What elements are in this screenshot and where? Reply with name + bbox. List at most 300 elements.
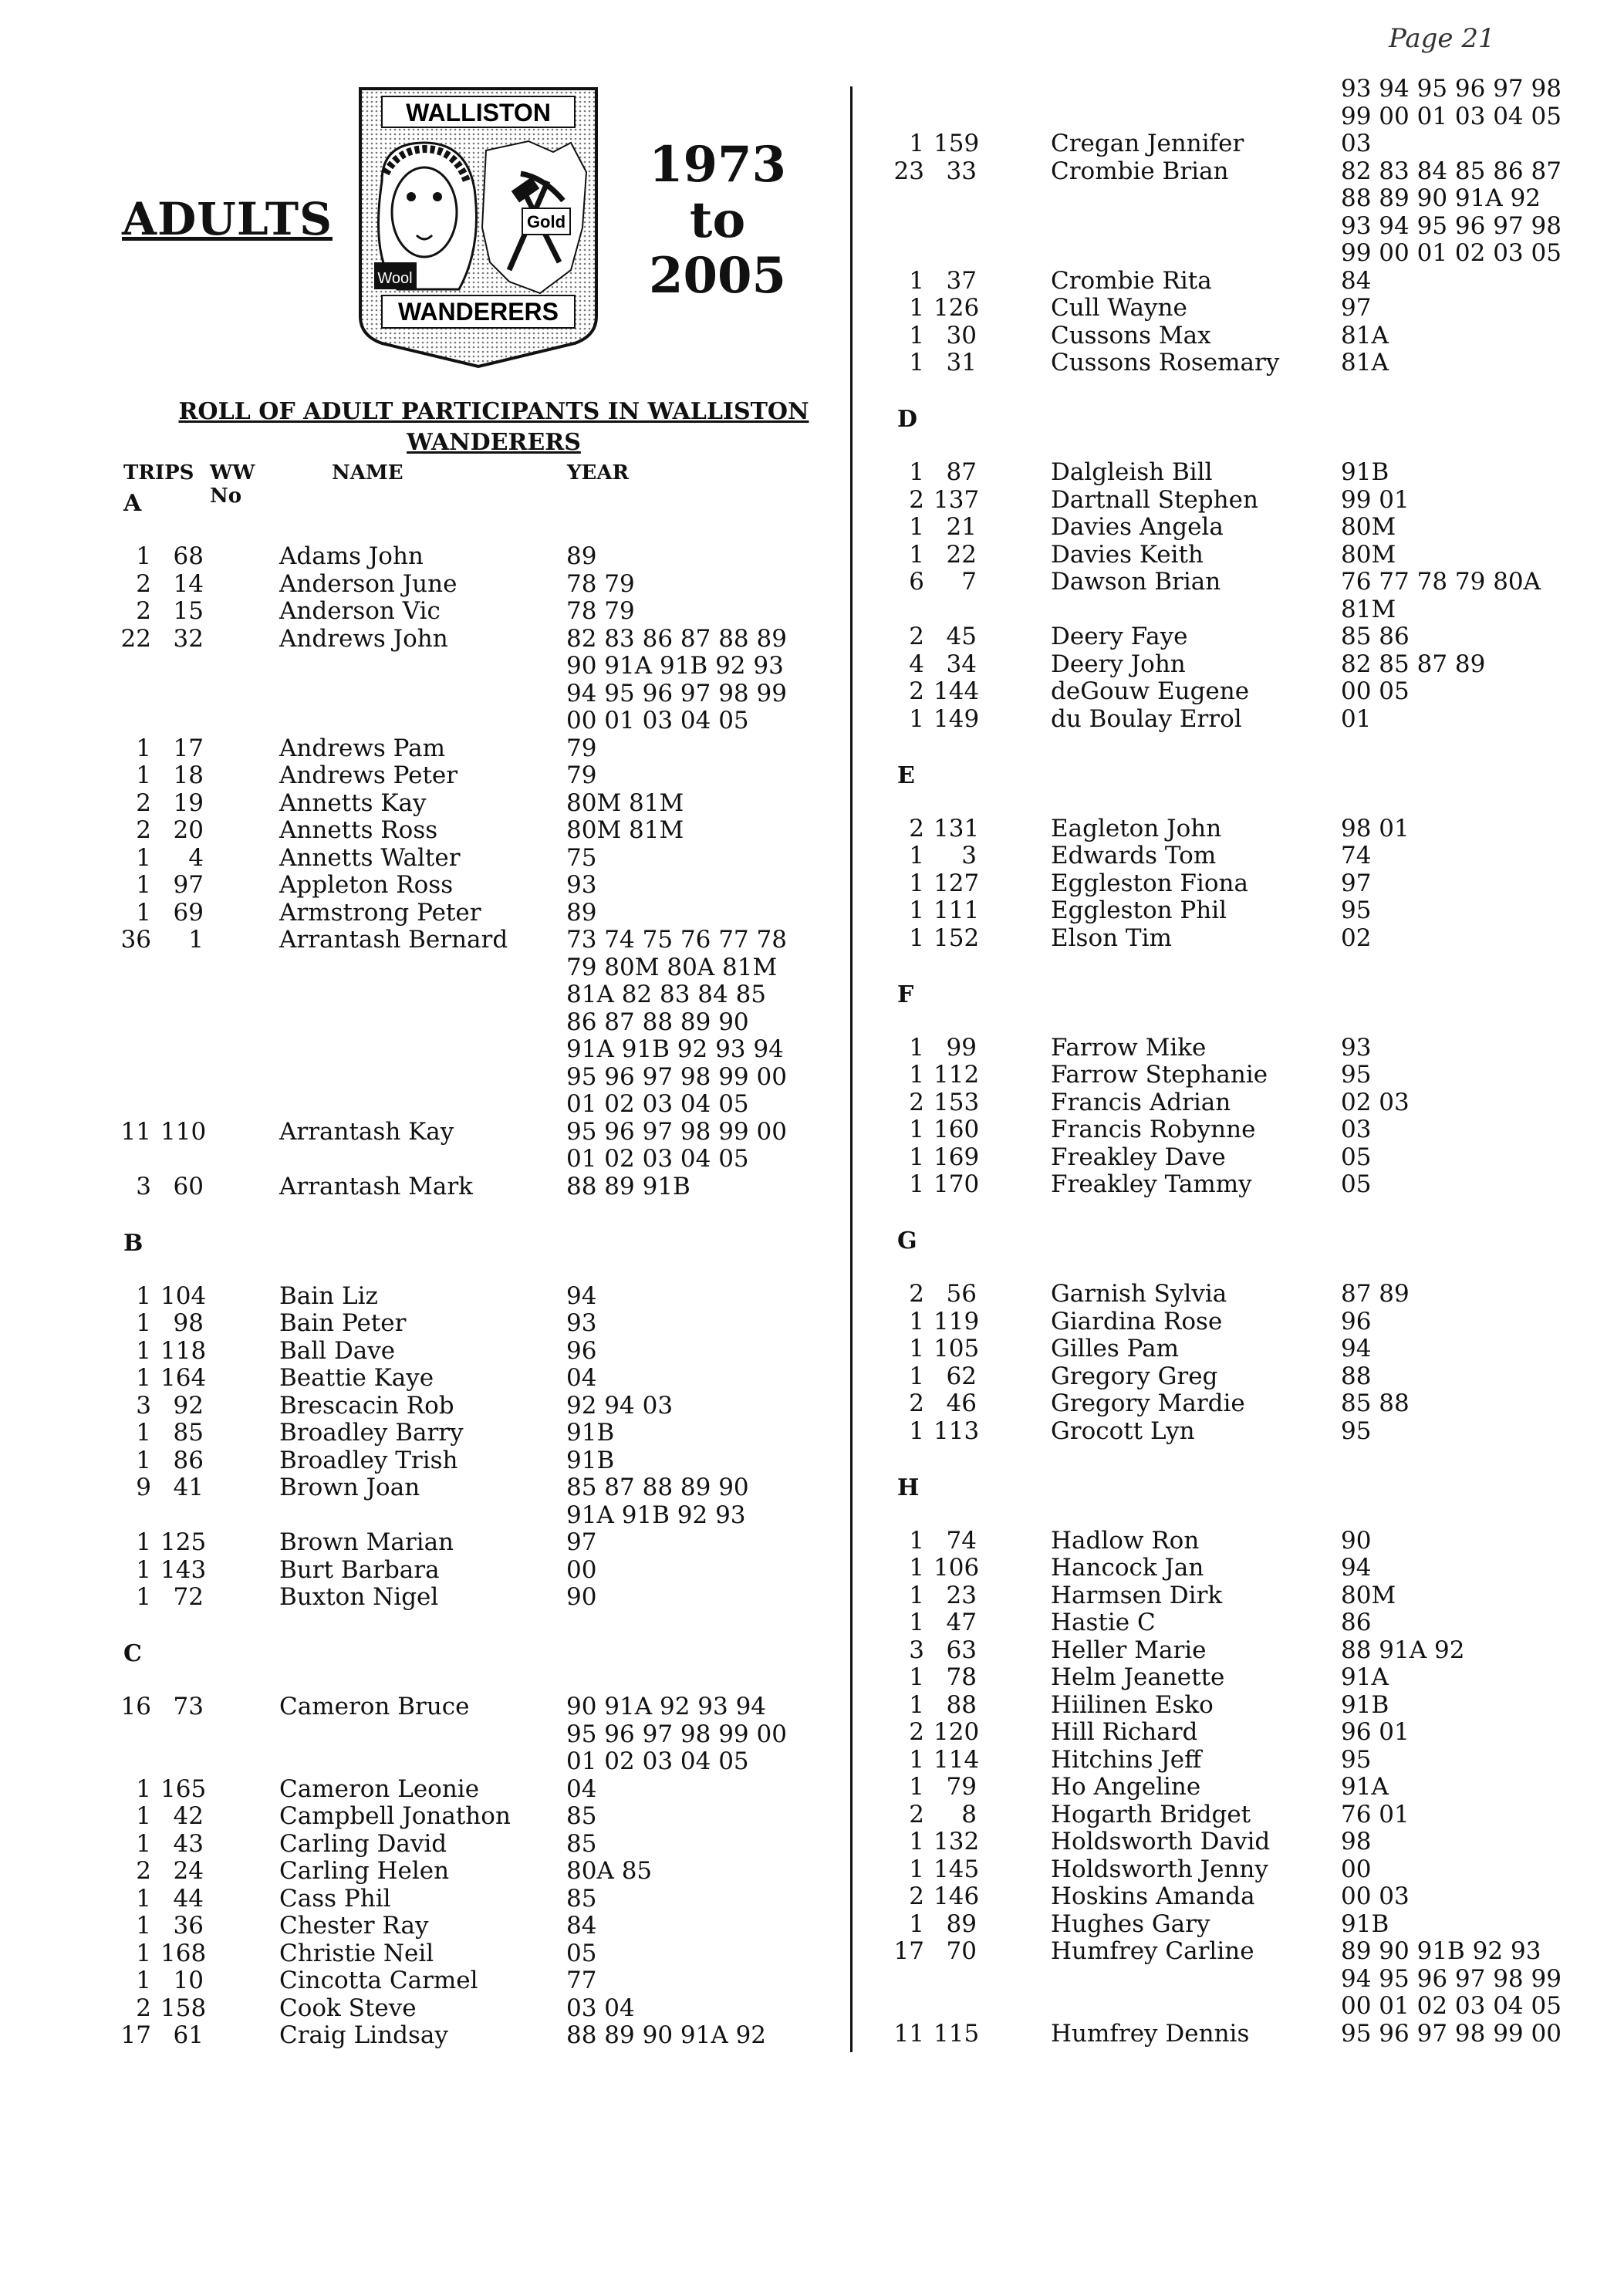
section-letter: G (897, 1227, 917, 1254)
trips-count: 17 (120, 2021, 151, 2049)
year-to-word: to (689, 191, 746, 249)
section-letter: E (897, 761, 915, 789)
years-attended (566, 1119, 787, 1173)
participant-name: Cussons Rosemary (1051, 349, 1280, 376)
years-attended (1341, 1692, 1389, 1720)
years-attended (1341, 158, 1562, 268)
participant-name: Edwards Tom (1051, 842, 1217, 869)
trips-count: 1 (136, 898, 151, 927)
ww-number: 88 (946, 1690, 977, 1719)
years-attended (566, 817, 684, 845)
participant-name: Francis Adrian (1051, 1088, 1231, 1116)
ww-number: 145 (934, 1855, 980, 1883)
years-attended (566, 1420, 614, 1447)
participant-name: Hancock Jan (1051, 1554, 1204, 1582)
trips-count: 1 (136, 1309, 151, 1337)
year-line: 94 95 96 97 98 99 (1341, 1964, 1562, 1993)
years-attended (566, 1913, 596, 1940)
trips-count: 2 (909, 623, 924, 650)
years-attended (1341, 1308, 1371, 1336)
participant-name: Harmsen Dirk (1051, 1581, 1223, 1609)
ww-number: 112 (934, 1061, 980, 1089)
year-line: 96 01 (1341, 1718, 1410, 1746)
participant-name: Armstrong Peter (279, 898, 481, 927)
trips-count: 1 (136, 843, 151, 872)
years-attended (1341, 1418, 1371, 1446)
ww-number: 43 (173, 1829, 204, 1858)
ww-number: 106 (934, 1554, 980, 1582)
years-attended (1341, 1035, 1371, 1062)
year-line: 79 (566, 734, 597, 762)
ww-number: 46 (946, 1389, 977, 1417)
ww-number: 74 (946, 1526, 977, 1555)
participant-name: Burt Barbara (279, 1555, 440, 1584)
year-line: 85 (566, 1884, 597, 1913)
years-attended (1341, 842, 1371, 870)
trips-count: 1 (136, 1555, 151, 1584)
participant-name: Davies Angela (1051, 513, 1224, 541)
years-attended (1341, 1938, 1562, 2021)
years-attended (566, 571, 635, 599)
ww-number: 152 (934, 923, 980, 952)
years-attended (1341, 1335, 1371, 1363)
ww-number: 56 (946, 1280, 977, 1308)
ww-number: 170 (934, 1170, 980, 1198)
participant-name: Cregan Jennifer (1051, 130, 1244, 157)
year-to: 2005 (648, 247, 787, 305)
trips-count: 1 (136, 1336, 151, 1365)
participant-name: Carling David (279, 1829, 447, 1858)
ww-number: 79 (946, 1773, 977, 1801)
trips-count: 9 (136, 1474, 151, 1501)
participant-name: Andrews Pam (279, 734, 446, 762)
participant-name: Arrantash Kay (279, 1117, 454, 1146)
trips-count: 1 (909, 869, 924, 897)
ww-number: 10 (173, 1967, 204, 1994)
trips-count: 11 (120, 1117, 151, 1146)
logo-gold-text: Gold (526, 212, 566, 231)
years-attended (566, 872, 596, 900)
trips-count: 2 (136, 569, 151, 598)
year-line: 91A (1341, 1663, 1389, 1691)
year-line: 91B (1341, 1909, 1389, 1938)
trips-count: 1 (909, 923, 924, 952)
trips-count: 1 (909, 1061, 924, 1089)
ww-number: 24 (173, 1857, 204, 1885)
year-line: 92 94 03 (566, 1391, 674, 1420)
participant-name: Grocott Lyn (1051, 1416, 1195, 1445)
trips-count: 1 (909, 1855, 924, 1883)
trips-count: 1 (909, 1033, 924, 1062)
year-line: 94 (566, 1281, 597, 1310)
years-attended (1341, 1911, 1389, 1939)
ww-number: 7 (961, 568, 977, 596)
ww-number: 63 (946, 1636, 977, 1664)
years-attended (566, 1447, 614, 1475)
ww-number: 60 (173, 1172, 204, 1200)
year-line: 94 95 96 97 98 99 (566, 679, 787, 707)
participant-name: Gregory Greg (1051, 1362, 1218, 1390)
years-attended (1341, 295, 1371, 322)
ww-number: 32 (173, 624, 204, 653)
logo-wool-text: Wool (377, 270, 413, 287)
years-attended (566, 1858, 652, 1886)
header-name: NAME (332, 461, 403, 485)
year-line: 87 89 (1341, 1280, 1410, 1308)
year-line: 91B (566, 1446, 615, 1474)
trips-count: 1 (909, 1170, 924, 1198)
ww-number: 20 (173, 816, 204, 844)
years-attended (566, 1310, 596, 1338)
ww-number: 159 (934, 130, 980, 157)
ww-number: 17 (173, 734, 204, 762)
trips-count: 1 (136, 871, 151, 899)
participant-name: Bain Liz (279, 1281, 378, 1310)
participant-name: Farrow Stephanie (1051, 1061, 1268, 1089)
years-attended (566, 543, 596, 571)
years-attended (1341, 1116, 1371, 1144)
year-line: 89 (566, 898, 597, 927)
years-attended (1341, 1062, 1371, 1089)
trips-count: 2 (909, 1718, 924, 1746)
trips-count: 1 (909, 1690, 924, 1719)
year-line: 93 (1341, 1033, 1372, 1062)
years-attended (1341, 1089, 1410, 1117)
years-attended (1341, 925, 1371, 953)
ww-number: 23 (946, 1581, 977, 1609)
years-attended (566, 1995, 635, 2023)
trips-count: 22 (120, 624, 151, 653)
years-attended (566, 1283, 596, 1311)
year-line: 91A 91B 92 93 (566, 1501, 746, 1529)
year-line: 88 91A 92 (1341, 1636, 1465, 1664)
year-line: 00 01 02 03 04 05 (1341, 1992, 1562, 2020)
year-line: 93 94 95 96 97 98 (1341, 211, 1562, 240)
years-attended (566, 626, 787, 735)
trips-count: 1 (136, 1583, 151, 1611)
trips-count: 1 (136, 1774, 151, 1803)
year-line: 96 (566, 1336, 597, 1365)
years-attended (1341, 1637, 1464, 1665)
year-line: 82 83 86 87 88 89 (566, 624, 787, 653)
participant-name: Hadlow Ron (1051, 1526, 1200, 1555)
participant-name: Francis Robynne (1051, 1116, 1256, 1143)
trips-count: 3 (909, 1636, 924, 1664)
ww-number: 118 (160, 1336, 207, 1365)
ww-number: 86 (173, 1446, 204, 1474)
years-attended (1341, 1664, 1389, 1692)
trips-count: 1 (909, 1609, 924, 1636)
participant-name: Chester Ray (279, 1912, 429, 1940)
ww-number: 137 (934, 485, 980, 514)
year-line: 84 (566, 1912, 597, 1940)
year-line: 80M (1341, 513, 1396, 541)
year-line: 80A 85 (566, 1857, 653, 1885)
years-attended (1341, 322, 1389, 350)
participant-name: Carling Helen (279, 1857, 450, 1885)
participant-name: Christie Neil (279, 1939, 434, 1967)
ww-number: 168 (160, 1939, 207, 1967)
years-attended (1341, 897, 1371, 925)
year-line: 89 90 91B 92 93 (1341, 1937, 1541, 1965)
year-range (644, 137, 791, 304)
participant-name: Andrews John (279, 624, 448, 653)
trips-count: 1 (136, 1939, 151, 1967)
ww-number: 61 (173, 2021, 204, 2049)
years-attended (1341, 1774, 1389, 1801)
year-line: 76 01 (1341, 1800, 1410, 1828)
year-line: 82 85 87 89 (1341, 650, 1486, 678)
year-line: 81A 82 83 84 85 (566, 981, 767, 1008)
trips-count: 1 (909, 1116, 924, 1143)
year-line: 95 (1341, 1061, 1372, 1089)
years-attended (566, 1584, 596, 1612)
ww-number: 1 (188, 926, 204, 954)
year-line: 95 96 97 98 99 00 (1341, 2019, 1562, 2048)
trips-count: 2 (136, 1994, 151, 2022)
year-line: 96 (1341, 1307, 1372, 1335)
participant-name: Appleton Ross (279, 871, 454, 899)
trips-count: 3 (136, 1172, 151, 1200)
years-attended (1341, 651, 1485, 679)
trips-count: 1 (909, 1416, 924, 1445)
year-from: 1973 (648, 136, 787, 194)
year-line: 80M (1341, 540, 1396, 569)
years-attended (1341, 1719, 1410, 1747)
ww-number: 4 (188, 843, 204, 872)
ww-number: 37 (946, 266, 977, 295)
years-attended (566, 900, 596, 927)
year-line: 85 88 (1341, 1389, 1410, 1417)
year-line: 01 02 03 04 05 (566, 1145, 749, 1173)
year-line: 90 (566, 1583, 597, 1611)
year-line: 95 (1341, 1416, 1372, 1445)
ww-number: 113 (934, 1416, 980, 1445)
year-line: 98 01 (1341, 814, 1410, 842)
years-attended (1341, 1747, 1371, 1774)
year-line: 86 (1341, 1609, 1372, 1636)
year-line: 88 89 91B (566, 1172, 690, 1200)
trips-count: 1 (909, 540, 924, 569)
ww-number: 169 (934, 1143, 980, 1171)
years-attended (566, 598, 635, 626)
year-line: 95 96 97 98 99 00 (566, 1720, 787, 1748)
trips-count: 2 (136, 597, 151, 625)
years-attended (1341, 1281, 1410, 1308)
participant-name: Farrow Mike (1051, 1033, 1207, 1062)
ww-number: 70 (946, 1937, 977, 1965)
trips-count: 2 (136, 788, 151, 817)
years-attended (1341, 487, 1410, 515)
ww-number: 34 (946, 650, 977, 678)
participant-name: Cincotta Carmel (279, 1967, 478, 1994)
year-line: 94 (1341, 1554, 1372, 1582)
ww-number: 153 (934, 1088, 980, 1116)
participant-name: Crombie Brian (1051, 157, 1229, 185)
trips-count: 1 (909, 1745, 924, 1774)
participant-name: Beattie Kaye (279, 1364, 434, 1392)
year-line: 81A (1341, 349, 1389, 376)
ww-number: 92 (173, 1391, 204, 1420)
section-letter: F (897, 981, 914, 1008)
year-line: 88 89 90 91A 92 (566, 2021, 767, 2049)
participant-name: Holdsworth Jenny (1051, 1855, 1268, 1883)
year-line: 88 (1341, 1362, 1372, 1390)
years-attended (1341, 1171, 1371, 1199)
year-line: 90 (1341, 1526, 1372, 1555)
participant-name: Humfrey Dennis (1051, 2019, 1250, 2048)
trips-count: 1 (909, 1554, 924, 1582)
trips-count: 2 (136, 816, 151, 844)
year-line: 81M (1341, 595, 1396, 623)
trips-count: 1 (909, 1909, 924, 1938)
ww-number: 114 (934, 1745, 980, 1774)
trips-count: 2 (909, 1800, 924, 1828)
ww-number: 68 (173, 542, 204, 570)
ww-number: 160 (934, 1116, 980, 1143)
years-attended (1341, 1390, 1410, 1418)
participant-name: Eggleston Fiona (1051, 869, 1248, 897)
year-line: 90 91A 92 93 94 (566, 1693, 767, 1720)
years-attended (1341, 1828, 1371, 1856)
ww-number: 131 (934, 814, 980, 842)
year-line: 81A (1341, 321, 1389, 349)
year-line: 97 (566, 1528, 597, 1556)
trips-count: 1 (136, 542, 151, 570)
year-line: 03 04 (566, 1994, 635, 2022)
years-attended (1341, 1528, 1371, 1555)
ww-number: 119 (934, 1307, 980, 1335)
ww-number: 144 (934, 677, 980, 705)
ww-number: 44 (173, 1884, 204, 1913)
ww-number: 47 (946, 1609, 977, 1636)
year-line: 95 (1341, 896, 1372, 924)
years-attended (566, 1886, 596, 1913)
trips-count: 2 (909, 1088, 924, 1116)
year-line: 93 94 95 96 97 98 (1341, 75, 1562, 103)
trips-count: 17 (893, 1937, 924, 1965)
trips-count: 1 (909, 1526, 924, 1555)
year-line: 76 77 78 79 80A (1341, 568, 1541, 596)
year-line: 86 87 88 89 90 (566, 1008, 749, 1036)
year-line: 85 87 88 89 90 (566, 1474, 749, 1501)
trips-count: 1 (136, 1364, 151, 1392)
ww-number: 125 (160, 1528, 207, 1556)
participant-name: Dalgleish Bill (1051, 458, 1213, 486)
year-line: 97 (1341, 869, 1372, 897)
year-line: 95 96 97 98 99 00 (566, 1117, 787, 1146)
ww-number: 85 (173, 1419, 204, 1447)
year-line: 05 (1341, 1170, 1372, 1198)
years-attended (566, 790, 684, 818)
participant-name: Garnish Sylvia (1051, 1280, 1227, 1308)
year-line: 91A 91B 92 93 94 (566, 1035, 784, 1063)
years-attended (566, 927, 787, 1119)
years-attended (566, 1776, 596, 1804)
ww-number: 115 (934, 2019, 980, 2048)
walliston-wanderers-logo (351, 81, 606, 393)
participant-name: Deery John (1051, 650, 1186, 678)
year-line: 80M 81M (566, 816, 684, 844)
ww-number: 18 (173, 761, 204, 789)
years-attended (1341, 130, 1371, 158)
trips-count: 2 (909, 1882, 924, 1910)
ww-number: 3 (961, 842, 977, 869)
ww-number: 158 (160, 1994, 207, 2022)
years-attended (1341, 678, 1410, 706)
participant-name: Giardina Rose (1051, 1307, 1223, 1335)
trips-count: 1 (909, 349, 924, 376)
years-attended (1341, 2021, 1562, 2048)
years-attended (1341, 1363, 1371, 1391)
years-attended (566, 1967, 596, 1995)
year-line: 77 (566, 1967, 597, 1994)
ww-number: 164 (160, 1364, 207, 1392)
year-line: 01 02 03 04 05 (566, 1747, 749, 1775)
years-attended (566, 1173, 690, 1201)
participant-name: Hoskins Amanda (1051, 1882, 1255, 1910)
trips-count: 1 (909, 1828, 924, 1855)
ww-number: 42 (173, 1802, 204, 1830)
participant-name: Dawson Brian (1051, 568, 1221, 596)
trips-count: 2 (909, 1280, 924, 1308)
ww-number: 110 (160, 1117, 207, 1146)
section-letter: A (123, 490, 142, 517)
year-line: 94 (1341, 1335, 1372, 1362)
trips-count: 1 (909, 266, 924, 295)
participant-name: Bain Peter (279, 1309, 407, 1337)
roll-title: ROLL OF ADULT PARTICIPANTS IN WALLISTON WANDERERS (178, 398, 809, 456)
ww-number: 45 (946, 623, 977, 650)
participant-name: Hill Richard (1051, 1718, 1198, 1746)
year-line: 01 (1341, 704, 1372, 733)
participant-name: Adams John (279, 542, 424, 570)
logo-bottom-text: WANDERERS (397, 298, 559, 326)
participant-name: Anderson June (279, 569, 457, 598)
year-line: 03 (1341, 1116, 1372, 1143)
participant-name: Annetts Kay (279, 788, 427, 817)
years-attended (1341, 569, 1541, 623)
years-attended (566, 1474, 749, 1529)
ww-number: 8 (961, 1800, 977, 1828)
participant-name: Arrantash Bernard (279, 926, 508, 954)
year-line: 85 86 (1341, 623, 1410, 650)
trips-count: 1 (909, 1307, 924, 1335)
trips-count: 1 (909, 896, 924, 924)
years-attended (1341, 1582, 1396, 1610)
participant-name: Eagleton John (1051, 814, 1222, 842)
participant-name: Elson Tim (1051, 923, 1172, 952)
year-line: 79 80M 80A 81M (566, 953, 778, 981)
year-line: 91B (1341, 1690, 1389, 1719)
years-attended (1341, 1801, 1410, 1829)
year-line: 85 (566, 1829, 597, 1858)
participant-name: Hogarth Bridget (1051, 1800, 1251, 1828)
trips-count: 1 (136, 1884, 151, 1913)
trips-count: 2 (909, 814, 924, 842)
years-attended (1341, 870, 1371, 898)
section-letter: C (123, 1640, 142, 1667)
year-line: 99 01 (1341, 485, 1410, 514)
participant-name: Freakley Tammy (1051, 1170, 1252, 1198)
year-line: 00 (566, 1555, 597, 1584)
ww-number: 14 (173, 569, 204, 598)
participant-name: Annetts Walter (279, 843, 461, 872)
section-letter: B (123, 1229, 143, 1257)
page-number-handwritten: Page 21 (1389, 23, 1495, 54)
year-line: 97 (1341, 294, 1372, 322)
years-attended (1341, 76, 1562, 130)
